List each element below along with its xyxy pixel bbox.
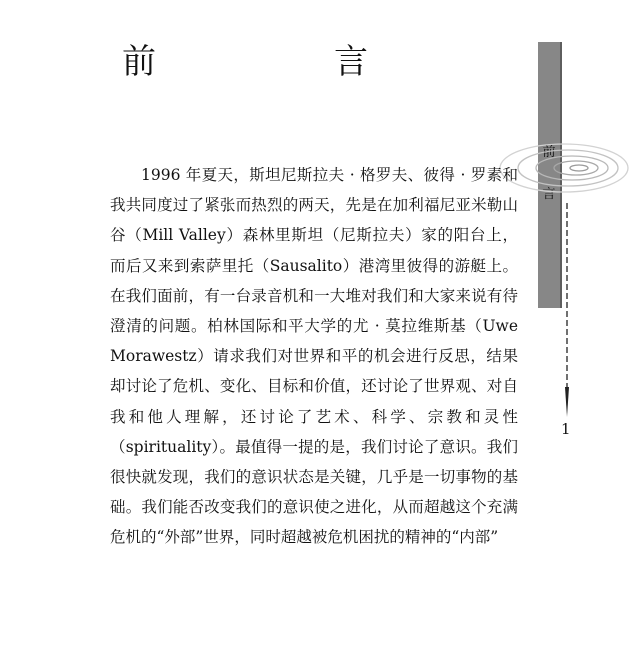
page-marker-line xyxy=(565,203,569,417)
body-text xyxy=(110,160,518,553)
page-title: 前 言 xyxy=(122,41,440,82)
page-number: 1 xyxy=(561,420,571,438)
side-tab-label: 前言 xyxy=(542,145,556,202)
body-paragraph: 1996 年夏天，斯坦尼斯拉夫 · 格罗夫、彼得 · 罗素和我共同度过了紧张而热烈的两天，先是在加利福尼亚米勒山谷（Mill Valley）森林里斯坦（尼斯拉夫）家的阳台上，而后又来到索萨里托（Sausalito）港湾里彼得的游艇上。在我们面前，有一台录音机和一大堆对我们和大家来说有待澄清的问题。柏林国际和平大学的尤 · 莫拉维斯基（Uwe Morawestz）请求我们对世界和平的机会进行反思，结果却讨论了危机、变化、目标和价值，还讨论了世界观、对自我和他人理解，还讨论了艺术、科学、宗教和灵性（spirituality）。最值得一提的是，我们讨论了意识。我们很快就发现，我们的意识状态是关键，几乎是一切事物的基础。我们能否改变我们的意识使之进化，从而超越这个充满危机的“外部”世界，同时超越被危机困扰的精神的“内部” xyxy=(110,166,518,547)
